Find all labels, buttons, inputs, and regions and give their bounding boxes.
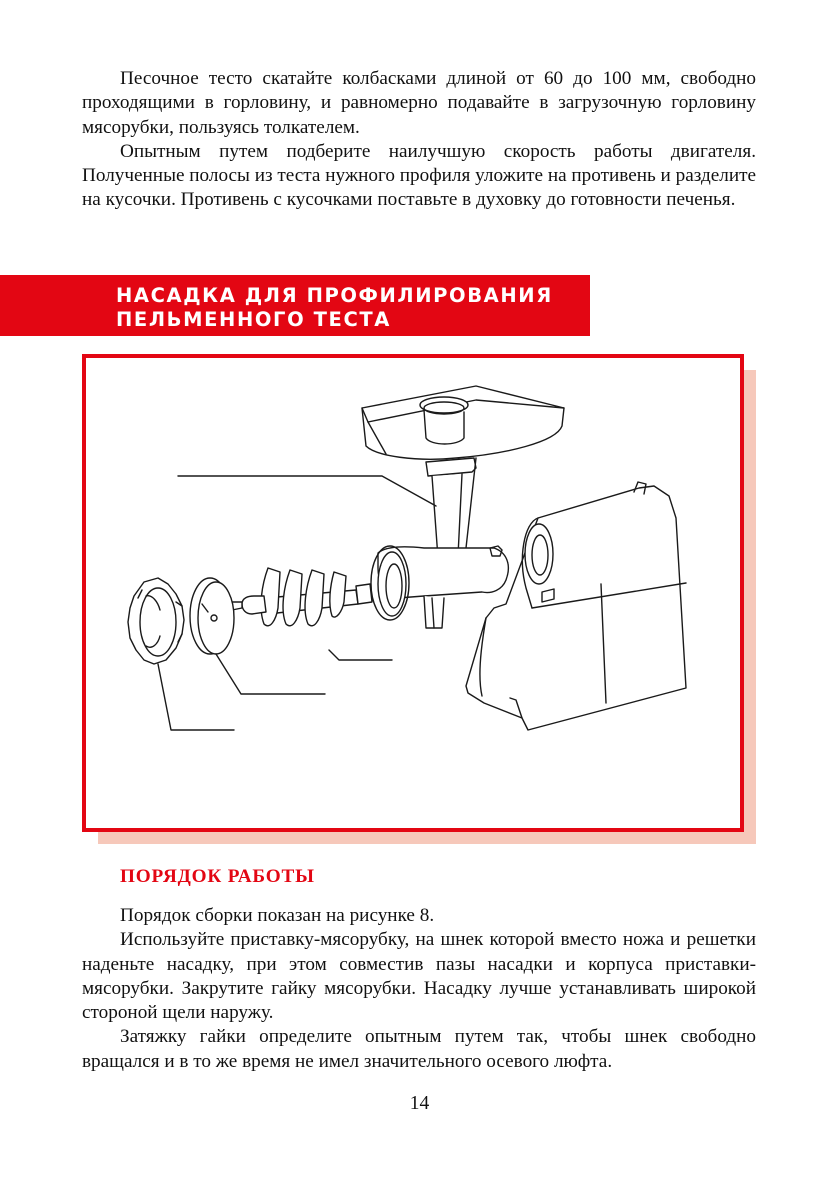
work-paragraph-2: Используйте приставку-мясорубку, на шнек которой вместо ножа и решетки наденьте насадку, при этом совместив пазы насадки и корпуса приставки-мясорубки. Закрутите гайку мясорубки. Насадку лучше устанавливать широкой стороной щели наружу. — [82, 929, 756, 1024]
section-title-line-2: ПЕЛЬМЕННОГО ТЕСТА — [116, 308, 391, 331]
section-title — [116, 284, 553, 332]
work-heading: ПОРЯДОК РАБОТЫ — [120, 866, 315, 887]
auger-drawing — [224, 568, 372, 626]
work-paragraph-3: Затяжку гайки определите опытным путем так, чтобы шнек свободно вращался и в то же время не имел значительного осевого люфта. — [82, 1026, 756, 1072]
work-paragraph-1: Порядок сборки показан на рисунке 8. — [120, 905, 435, 926]
intro-text — [82, 67, 756, 213]
intro-paragraph-2: Опытным путем подберите наилучшую скорость работы двигателя. Полученные полосы из теста нужного профиля уложите на противень и разделите на кусочки. Противень с кусочками поставьте в духовку до готовности печенья. — [82, 140, 756, 211]
page-number: 14 — [409, 1093, 430, 1114]
profiling-disc-drawing — [190, 578, 234, 654]
grinder-body-drawing — [371, 458, 508, 628]
motor-housing-drawing — [466, 482, 686, 730]
meat-grinder-illustration — [86, 358, 740, 828]
section-banner — [0, 275, 590, 336]
work-text — [82, 904, 756, 1074]
figure-frame — [82, 354, 744, 832]
section-title-line-1: НАСАДКА ДЛЯ ПРОФИЛИРОВАНИЯ — [116, 284, 553, 307]
intro-paragraph-1: Песочное тесто скатайте колбасками длиной от 60 до 100 мм, свободно проходящими в горловину, и равномерно подавайте в загрузочную горловину мясорубки, пользуясь толкателем. — [82, 68, 756, 138]
nut-drawing — [128, 578, 184, 664]
hopper-drawing — [362, 386, 564, 459]
